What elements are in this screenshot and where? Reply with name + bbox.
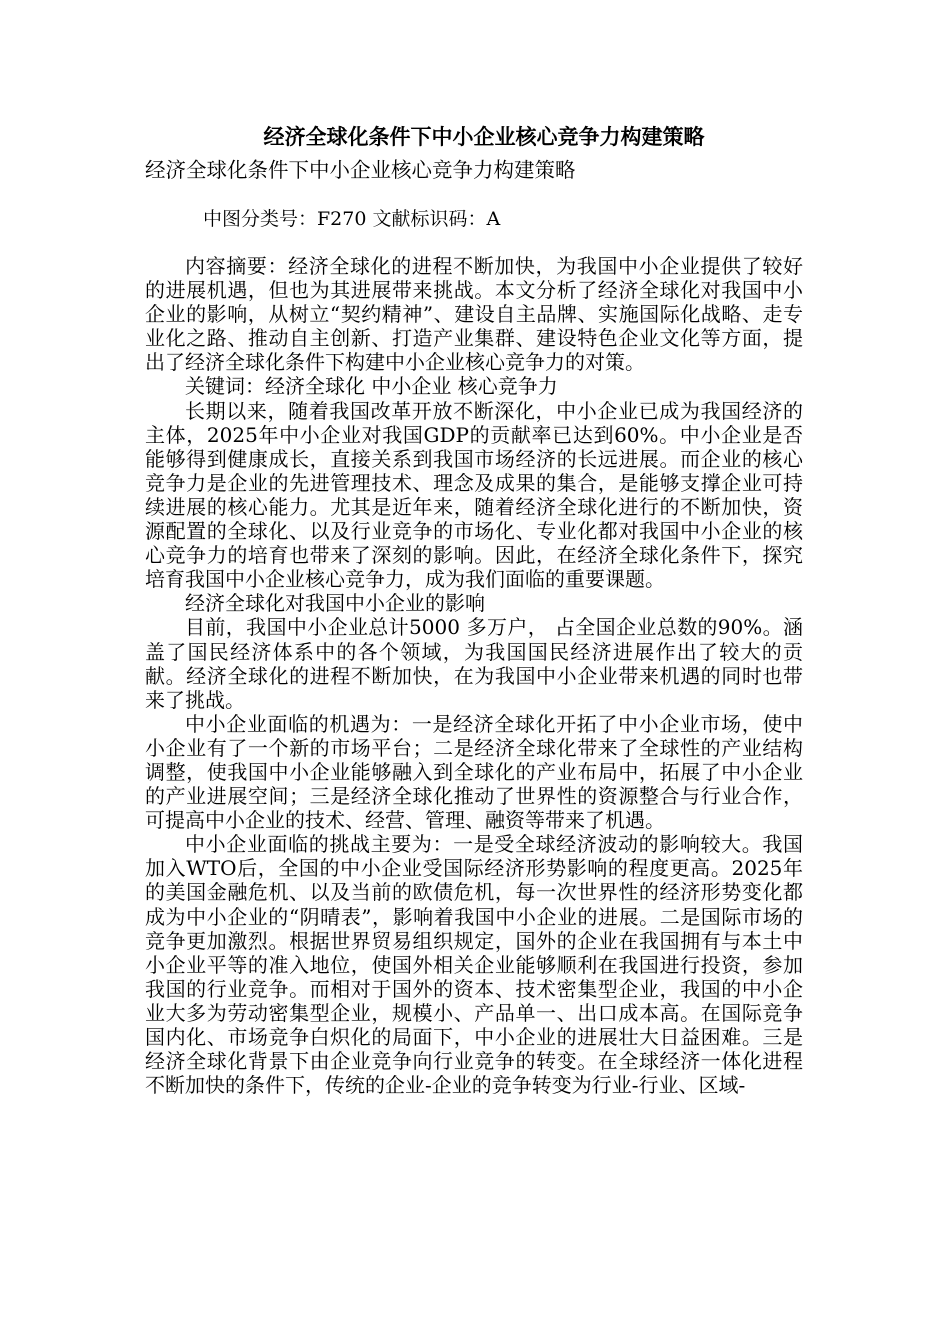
classification-line: 中图分类号：F270 文献标识码：A [203, 208, 501, 230]
body-paragraph: 目前，我国中小企业总计5000 多万户， 占全国企业总数的90%。涵盖了国民经济体系中的各个领域，为我国国民经济进展作出了较大的贡献。经济全球化的进程不断加快，在为我国中小企业带来机遇的同时也带来了挑战。 [145, 615, 803, 712]
body-paragraph: 中小企业面临的机遇为：一是经济全球化开拓了中小企业市场，使中小企业有了一个新的市场平台；二是经济全球化带来了全球性的产业结构调整，使我国中小企业能够融入到全球化的产业布局中，拓展了中小企业的产业进展空间；三是经济全球化推动了世界性的资源整合与行业合作，可提高中小企业的技术、经营、管理、融资等带来了机遇。 [145, 711, 803, 833]
body-paragraph: 中小企业面临的挑战主要为：一是受全球经济波动的影响较大。我国加入WTO后，全国的中小企业受国际经济形势影响的程度更高。2025年的美国金融危机、以及当前的欧债危机，每一次世界性的经济形势变化都成为中小企业的“阴晴表”，影响着我国中小企业的进展。二是国际市场的竞争更加激烈。根据世界贸易组织规定，国外的企业在我国拥有与本土中小企业平等的准入地位，使国外相关企业能够顺利在我国进行投资，参加我国的行业竞争。而相对于国外的资本、技术密集型企业，我国的中小企业大多为劳动密集型企业，规模小、产品单一、出口成本高。在国际竞争国内化、市场竞争白炽化的局面下，中小企业的进展壮大日益困难。三是经济全球化背景下由企业竞争向行业竞争的转变。在全球经济一体化进程不断加快的条件下，传统的企业-企业的竞争转变为行业-行业、区域- [145, 832, 803, 1098]
keywords-paragraph: 关键词：经济全球化 中小企业 核心竞争力 [185, 374, 558, 399]
document-page [145, 118, 803, 1097]
section-heading: 经济全球化对我国中小企业的影响 [185, 591, 485, 616]
document-subtitle: 经济全球化条件下中小企业核心竞争力构建策略 [145, 158, 576, 182]
document-title: 经济全球化条件下中小企业核心竞争力构建策略 [263, 124, 705, 149]
body-text [145, 254, 803, 1097]
body-paragraph: 长期以来，随着我国改革开放不断深化，中小企业已成为我国经济的主体，2025年中小企业对我国GDP的贡献率已达到60%。中小企业是否能够得到健康成长，直接关系到我国市场经济的长远进展。而企业的核心竞争力是企业的先进管理技术、理念及成果的集合，是能够支撑企业可持续进展的核心能力。尤其是近年来，随着经济全球化进行的不断加快，资源配置的全球化、以及行业竞争的市场化、专业化都对我国中小企业的核心竞争力的培育也带来了深刻的影响。因此，在经济全球化条件下，探究培育我国中小企业核心竞争力，成为我们面临的重要课题。 [145, 398, 803, 592]
abstract-paragraph: 内容摘要：经济全球化的进程不断加快，为我国中小企业提供了较好的进展机遇，但也为其进展带来挑战。本文分析了经济全球化对我国中小企业的影响，从树立“契约精神”、建设自主品牌、实施国际化战略、走专业化之路、推动自主创新、打造产业集群、建设特色企业文化等方面，提出了经济全球化条件下构建中小企业核心竞争力的对策。 [145, 254, 803, 375]
